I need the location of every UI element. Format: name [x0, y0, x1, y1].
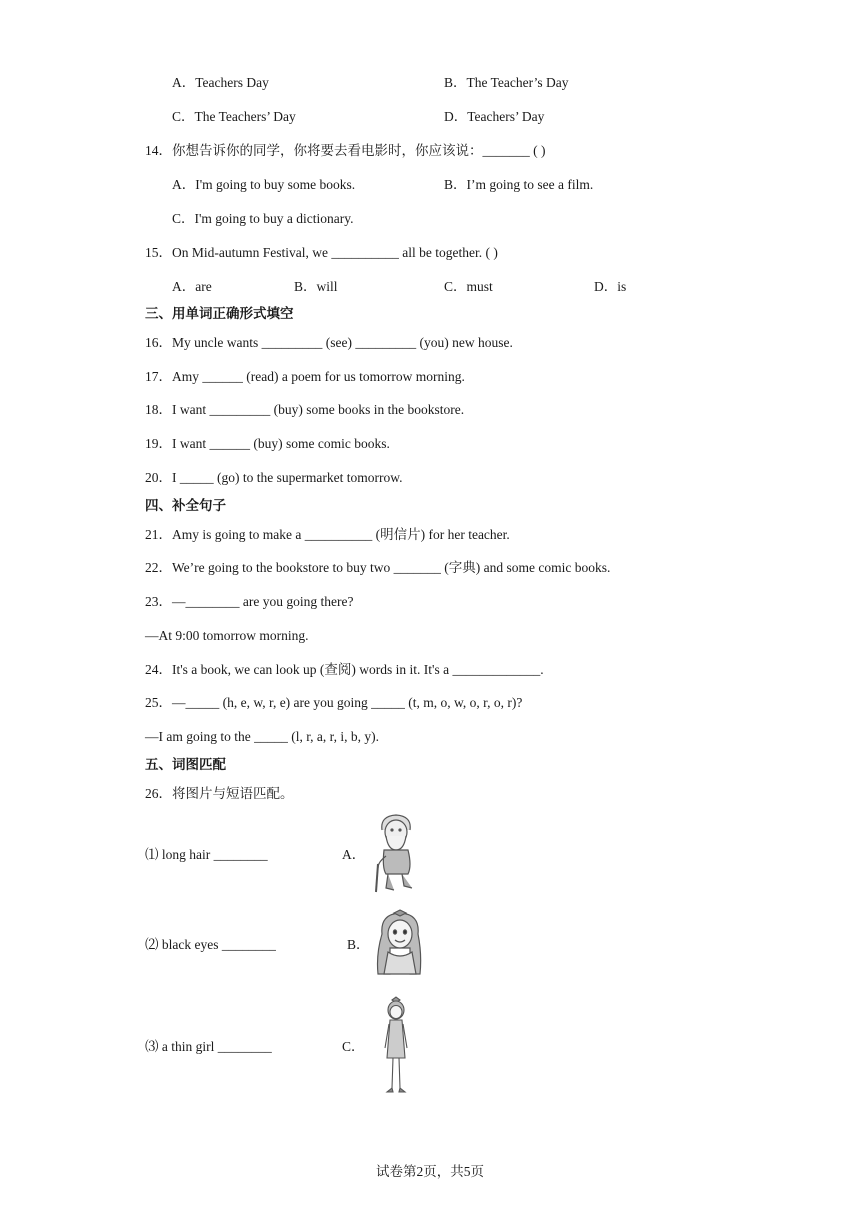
q13-option-c: C．The Teachers’ Day — [172, 109, 296, 124]
q13-option-b: B．The Teacher’s Day — [444, 75, 569, 90]
q20: 20．I _____ (go) to the supermarket tomorrow. — [145, 470, 403, 485]
q14-option-a: A．I'm going to buy some books. — [172, 177, 356, 192]
section4-heading: 四、补全句子 — [145, 498, 226, 514]
q23-question: 23．—________ are you going there? — [145, 594, 354, 609]
q26-letter-c: C． — [342, 1039, 365, 1054]
q16: 16．My uncle wants _________ (see) _________ (you) new house. — [145, 335, 513, 350]
q26-phrase-1: ⑴ long hair ________ — [145, 847, 268, 862]
q24: 24．It's a book, we can look up (查阅) words in it. It's a _____________. — [145, 662, 544, 677]
q15-option-b: B．will — [294, 279, 338, 294]
q13-option-d: D．Teachers’ Day — [444, 109, 545, 124]
section3-heading: 三、用单词正确形式填空 — [145, 306, 294, 322]
q15-option-d: D．is — [594, 279, 627, 294]
q14-stem: 14．你想告诉你的同学，你将要去看电影时，你应该说：_______ ( ) — [145, 143, 546, 158]
q15-option-a: A．are — [172, 279, 212, 294]
q26-letter-b: B． — [347, 937, 370, 952]
q19: 19．I want ______ (buy) some comic books. — [145, 436, 390, 451]
old-man-with-cane-picture — [368, 812, 424, 894]
q26-letter-a: A． — [342, 847, 366, 862]
q25-question: 25．—_____ (h, e, w, r, e) are you going _____ (t, m, o, w, o, r, o, r)? — [145, 695, 523, 710]
q15-option-c: C．must — [444, 279, 493, 294]
q25-answer: —I am going to the _____ (l, r, a, r, i, b, y). — [145, 729, 380, 744]
girl-with-long-hair-picture — [374, 908, 426, 976]
q21: 21．Amy is going to make a __________ (明信片) for her teacher. — [145, 527, 510, 542]
page-footer: 试卷第2页，共5页 — [376, 1164, 484, 1179]
q18: 18．I want _________ (buy) some books in the bookstore. — [145, 402, 465, 417]
q17: 17．Amy ______ (read) a poem for us tomorrow morning. — [145, 369, 465, 384]
q26-phrase-3: ⑶ a thin girl ________ — [145, 1039, 272, 1054]
section5-heading: 五、词图匹配 — [145, 757, 226, 773]
thin-girl-picture — [380, 996, 412, 1096]
q14-option-c: C．I'm going to buy a dictionary. — [172, 211, 354, 226]
q26-phrase-2: ⑵ black eyes ________ — [145, 937, 276, 952]
q15-stem: 15．On Mid-autumn Festival, we __________ all be together. ( ) — [145, 245, 498, 260]
q14-option-b: B．I’m going to see a film. — [444, 177, 594, 192]
q22: 22．We’re going to the bookstore to buy two _______ (字典) and some comic books. — [145, 560, 611, 575]
q13-option-a: A．Teachers Day — [172, 75, 269, 90]
q23-answer: —At 9:00 tomorrow morning. — [145, 628, 309, 643]
q26-stem: 26．将图片与短语匹配。 — [145, 786, 294, 801]
